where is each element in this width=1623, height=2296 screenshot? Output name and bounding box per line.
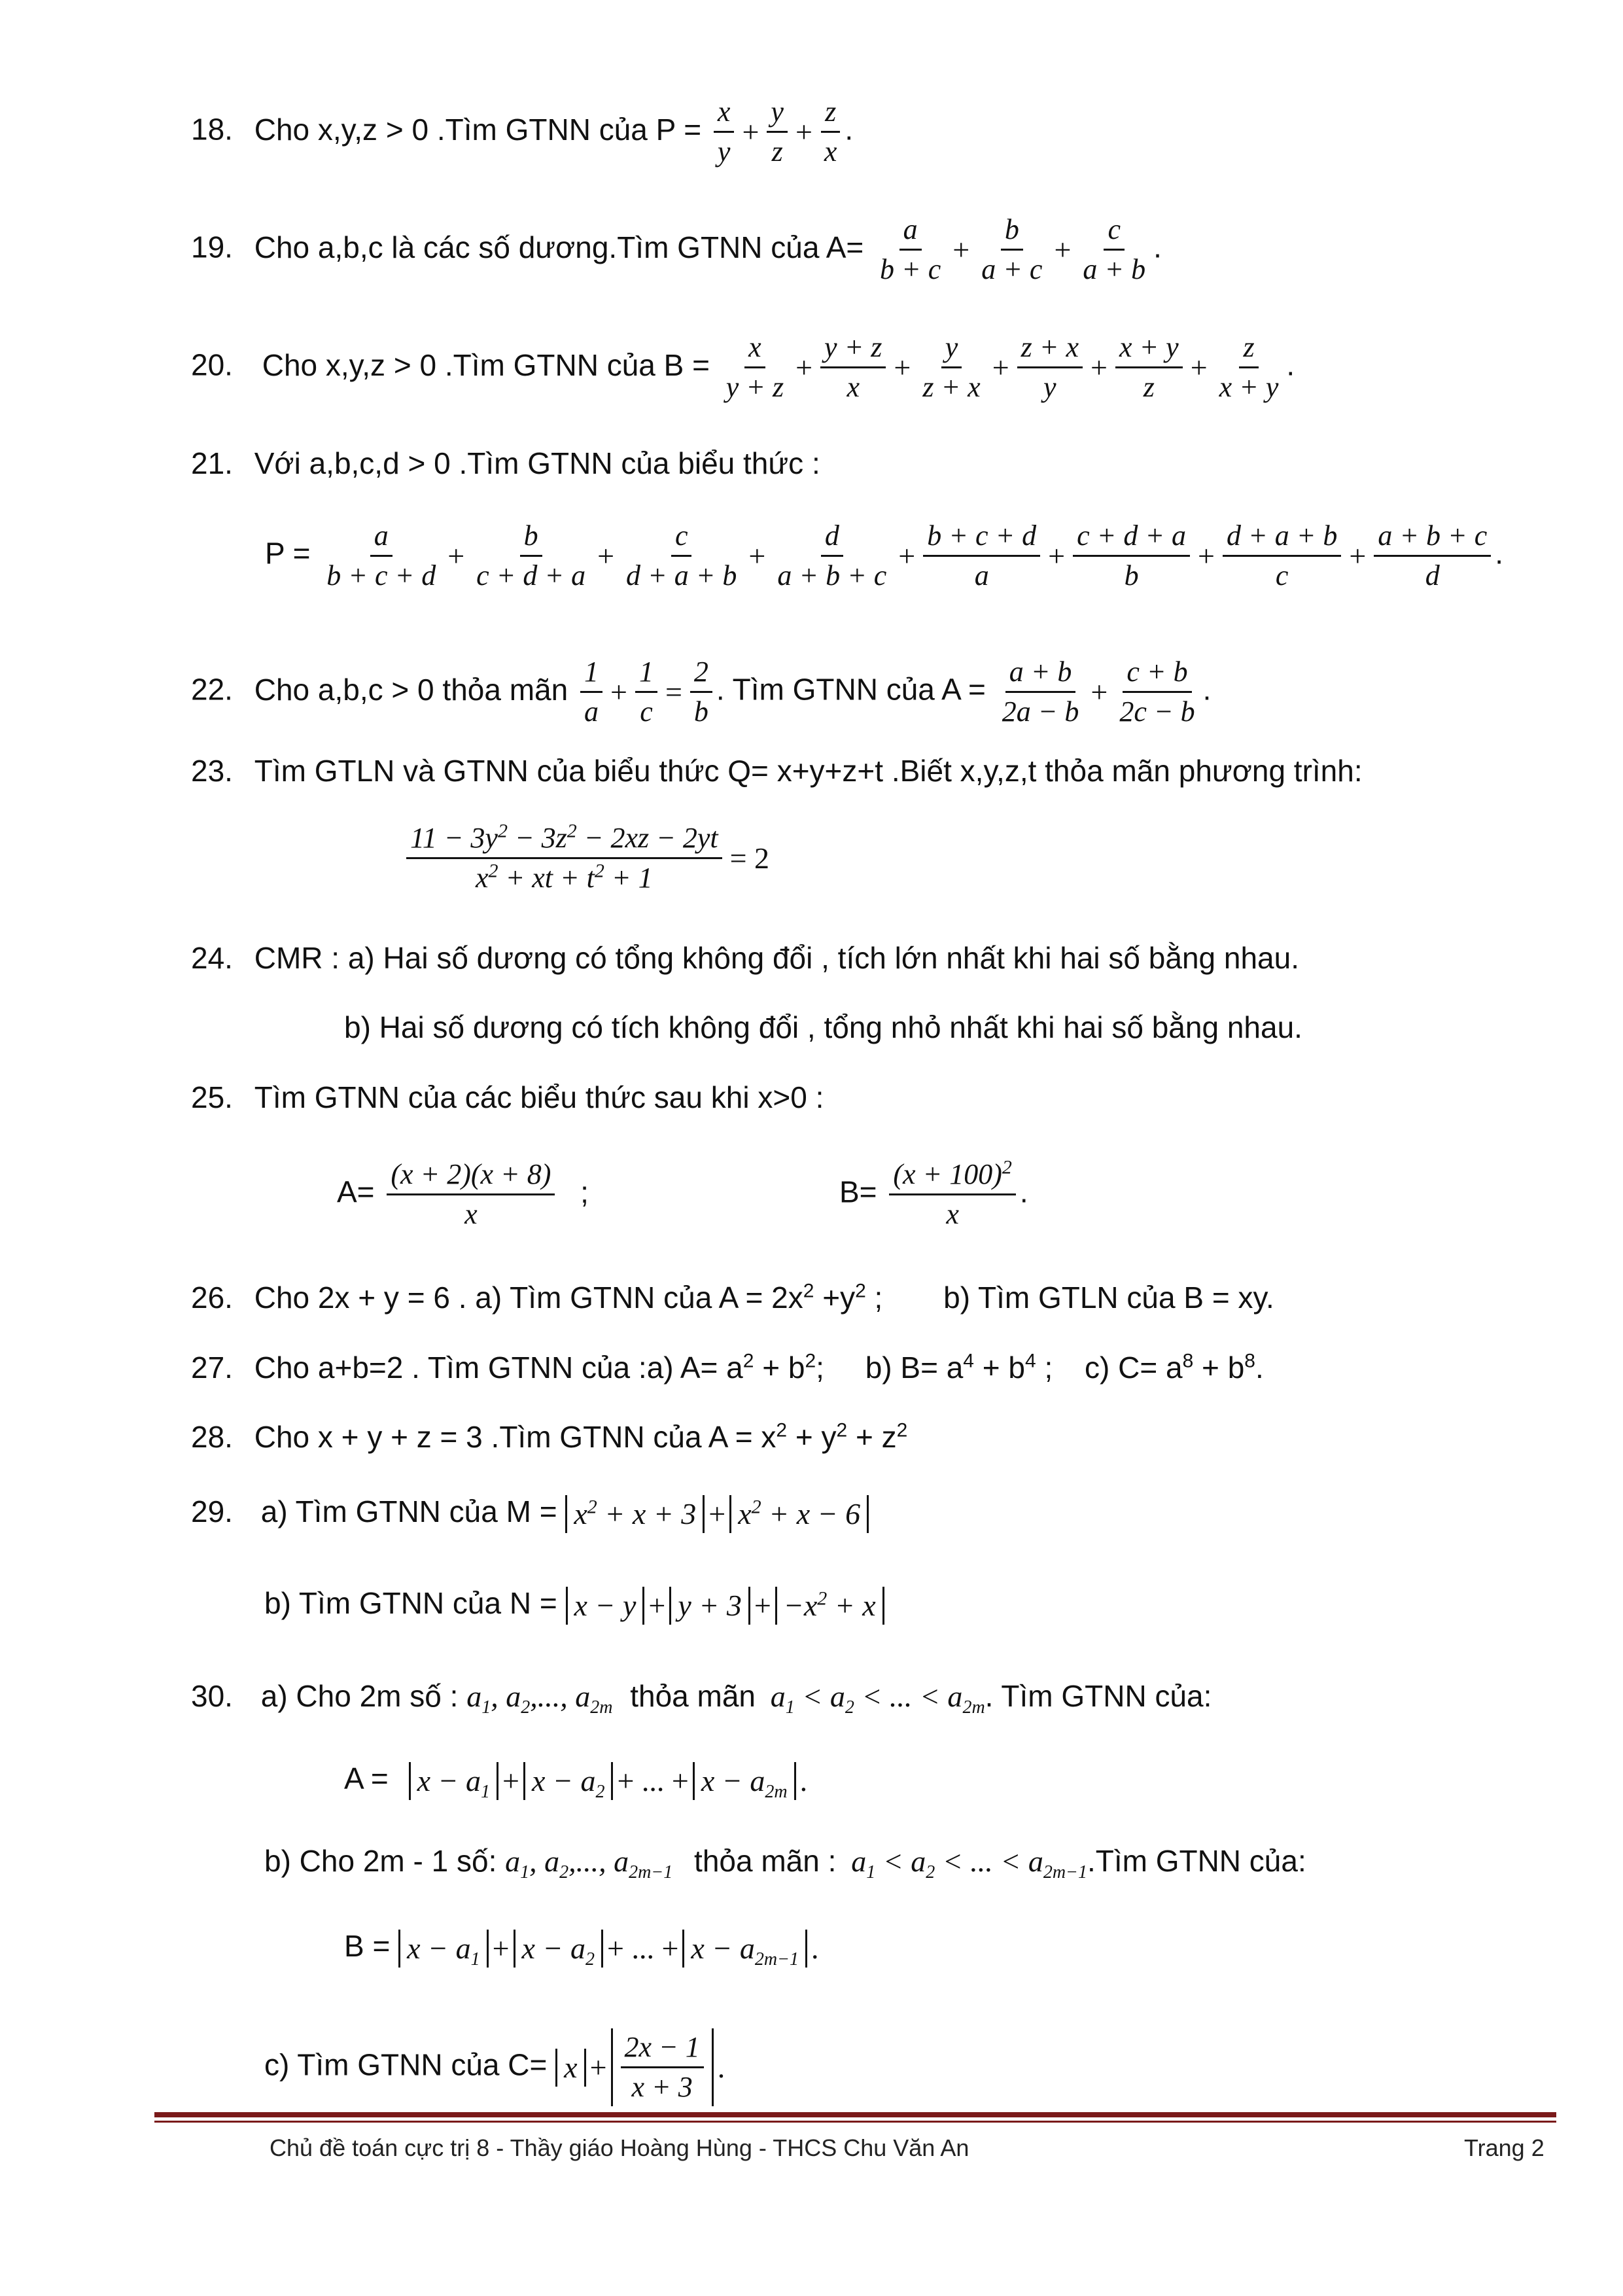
period: .	[1202, 672, 1212, 707]
fraction: $\frac{a + b}{2a - b}$	[994, 653, 1087, 731]
period: .	[1495, 536, 1504, 571]
problem-text: Tìm GTNN của các biểu thức sau khi x>0 :	[254, 1080, 824, 1114]
problem-text: + y	[787, 1420, 837, 1454]
problem-text: Cho x + y + z = 3 .Tìm GTNN của A = x	[254, 1420, 777, 1454]
exponent: 8	[1244, 1350, 1255, 1372]
page-number: Trang 2	[1464, 2134, 1544, 2161]
problem-number: 19.	[191, 230, 233, 264]
problem-text: Cho a,b,c > 0 thỏa mãn	[254, 672, 568, 707]
absolute-value: $x^2 + x - 6$	[729, 1495, 869, 1533]
problem-text: Cho x,y,z > 0 .Tìm GTNN của P =	[254, 112, 702, 147]
problem-text: + z	[847, 1420, 897, 1454]
fraction: $\frac{d}{a + b + c}$	[769, 517, 894, 595]
fraction: $\frac{x + y}{z}$	[1111, 328, 1187, 406]
problem-25	[191, 1078, 824, 1117]
fraction: $\frac{a}{b + c + d}$	[319, 517, 444, 595]
period: .	[1286, 347, 1295, 382]
fraction: $\frac{(x + 2)(x + 8)}{x}$	[383, 1156, 559, 1233]
problem-30c: c) Tìm GTNN của C= x + $\frac{2x - 1}{x + 3}$ .	[264, 2028, 729, 2106]
problem-text: Với a,b,c,d > 0 .Tìm GTNN của biểu thức :	[254, 446, 820, 480]
problem-23-equation: $\frac{11 - 3y^2 - 3z^2 - 2xz - 2yt}{x^2 + xt + t^2 + 1}$ = 2	[402, 819, 773, 897]
footer-rule	[154, 2121, 1556, 2123]
problem-28	[191, 1417, 907, 1457]
problem-29b: b) Tìm GTNN của $N = x - y + y + 3 + -x^2 + x$	[264, 1583, 884, 1625]
problem-text: a) Tìm GTNN của M =	[260, 1494, 557, 1528]
sequence: $a_1$, $a_2$,..., $a_{2m-1}$	[505, 1845, 673, 1883]
absolute-value: $x - a_2$	[514, 1930, 603, 1968]
exponent: 2	[805, 1350, 816, 1372]
period: .	[1153, 230, 1162, 264]
problem-text: +y	[814, 1280, 856, 1315]
problem-text: b) Hai số dương có tích không đổi , tổng nhỏ nhất khi hai số bằng nhau.	[344, 1010, 1302, 1044]
problem-text: .Tìm GTNN của:	[1087, 1844, 1306, 1878]
problem-number: 28.	[191, 1420, 233, 1454]
fraction: $\frac{(x + 100)^2}{x}$	[885, 1156, 1020, 1233]
fraction: $\frac{c + b}{2c - b}$	[1111, 653, 1202, 731]
fraction: $\frac{z}{x + y}$	[1212, 328, 1287, 406]
inequality: $a_1 < a_2$ < ... < $a_{2m-1}$	[851, 1845, 1087, 1883]
fraction: $\frac{1}{c}$	[631, 653, 661, 731]
problem-number: 26.	[191, 1280, 233, 1315]
problem-text: thỏa mãn :	[694, 1844, 837, 1878]
fraction: $\frac{z}{x}$	[816, 93, 845, 171]
problem-number: 30.	[191, 1679, 233, 1713]
fraction: $\frac{a + b + c}{d}$	[1370, 517, 1495, 595]
formula-lhs: B =	[344, 1929, 391, 1963]
problem-text: + b	[973, 1351, 1025, 1385]
absolute-value: y + 3	[669, 1587, 750, 1625]
problem-23	[191, 751, 1363, 790]
problem-number: 27.	[191, 1351, 233, 1385]
fraction: $\frac{b}{c + d + a}$	[468, 517, 593, 595]
problem-26	[191, 1278, 1274, 1317]
footer-rule	[154, 2112, 1556, 2117]
problem-21	[191, 444, 820, 483]
problem-30b	[264, 1841, 1306, 1881]
problem-21-formula: P = $\frac{a}{b + c + d}$ + $\frac{b}{c + d + a}$ + $\frac{c}{d + a + b}$ + $\frac{d}{a + b + c}$ + $\frac{b + c + d}{a}$ + $\frac{c + d + a}{b}$ + $\frac{d + a + b}{c}$ + $\frac{a + b + c}{d}$ .	[265, 517, 1503, 595]
problem-text: ;	[865, 1280, 883, 1315]
fraction: $\frac{1}{a}$	[576, 653, 606, 731]
problem-text: thỏa mãn	[630, 1679, 756, 1713]
separator: ;	[580, 1174, 589, 1209]
problem-text: Cho x,y,z > 0 .Tìm GTNN của B =	[262, 347, 710, 382]
fraction: $\frac{b}{a + c}$	[973, 211, 1050, 289]
problem-25-a	[337, 1156, 589, 1233]
exponent: 2	[855, 1280, 866, 1302]
problem-text: c) C= a	[1085, 1351, 1183, 1385]
problem-text: Cho a+b=2 . Tìm GTNN của :a) A= a	[254, 1351, 743, 1385]
problem-18: 18. Cho x,y,z > 0 .Tìm GTNN của P = $\frac{x}{y}$ + $\frac{y}{z}$ + $\frac{z}{x}$ .	[191, 93, 853, 171]
fraction: $\frac{c}{a + b}$	[1075, 211, 1153, 289]
fraction: $\frac{x}{y + z}$	[718, 328, 792, 406]
problem-text: b) Cho 2m - 1 số:	[264, 1844, 497, 1878]
problem-text: ;	[816, 1351, 824, 1385]
exponent: 2	[742, 1350, 754, 1372]
exponent: 2	[803, 1280, 814, 1302]
exponent: 2	[776, 1419, 788, 1441]
problem-text: .	[1255, 1351, 1264, 1385]
problem-text: Cho 2x + y = 6 . a) Tìm GTNN của A = 2x	[254, 1280, 803, 1315]
problem-number: 22.	[191, 672, 233, 707]
problem-text: . Tìm GTNN của:	[985, 1679, 1212, 1713]
problem-text: + b	[1193, 1351, 1245, 1385]
absolute-value: $-x^2 + x$	[775, 1587, 884, 1625]
problem-22: 22. Cho a,b,c > 0 thỏa mãn $\frac{1}{a}$ + $\frac{1}{c}$ = $\frac{2}{b}$ . Tìm GTNN của A = $\frac{a + b}{2a - b}$ + $\frac{c + b}{2c - b}$ .	[191, 653, 1211, 731]
absolute-value: $x - a_{2m}$	[693, 1762, 796, 1800]
footer-text: Chủ đề toán cực trị 8 - Thầy giáo Hoàng Hùng - THCS Chu Văn An	[270, 2134, 969, 2161]
problem-number: 29.	[191, 1494, 233, 1528]
exponent: 2	[836, 1419, 848, 1441]
sequence: $a_1$, $a_2$,..., $a_{2m}$	[466, 1680, 613, 1718]
absolute-value: $\frac{2x - 1}{x + 3}$	[611, 2028, 714, 2106]
fraction: $\frac{a}{b + c}$	[872, 211, 949, 289]
exponent: 4	[1025, 1350, 1036, 1372]
problem-text-mid: . Tìm GTNN của A =	[716, 672, 986, 707]
formula-lhs: P =	[265, 536, 311, 571]
problem-text: ;	[1036, 1351, 1053, 1385]
absolute-value: $x - a_{2m-1}$	[682, 1930, 807, 1968]
problem-text: b) B= a	[865, 1351, 964, 1385]
problem-25-b	[839, 1156, 1028, 1233]
fraction: $\frac{b + c + d}{a}$	[919, 517, 1044, 595]
fraction: $\frac{y}{z + x}$	[915, 328, 988, 406]
fraction: $\frac{d + a + b}{c}$	[1219, 517, 1345, 595]
problem-24a	[191, 938, 1299, 978]
problem-text: b) Tìm GTLN của B = xy.	[943, 1280, 1274, 1315]
fraction: $\frac{x}{y}$	[710, 93, 739, 171]
problem-number: 24.	[191, 941, 233, 975]
absolute-value: $x - a_1$	[398, 1930, 488, 1968]
problem-number: 21.	[191, 446, 233, 480]
absolute-value: $x - a_2$	[523, 1762, 613, 1800]
formula-lhs: A=	[337, 1174, 375, 1209]
problem-number: 20.	[191, 347, 233, 382]
problem-27	[191, 1348, 1264, 1387]
problem-number: 18.	[191, 112, 233, 147]
fraction: $\frac{2}{b}$	[686, 653, 716, 731]
fraction: $\frac{y + z}{x}$	[816, 328, 890, 406]
problem-text: Cho a,b,c là các số dương.Tìm GTNN của A=	[254, 230, 864, 264]
inequality: $a_1 < a_2$ < ... < $a_{2m}$	[770, 1680, 985, 1718]
fraction: $\frac{y}{z}$	[763, 93, 792, 171]
problem-text: a) Cho 2m số :	[260, 1679, 459, 1713]
problem-19: 19. Cho a,b,c là các số dương.Tìm GTNN của A= $\frac{a}{b + c}$ + $\frac{b}{a + c}$ + $\frac{c}{a + b}$ .	[191, 211, 1162, 289]
problem-30a	[191, 1676, 1212, 1716]
fraction: $\frac{z + x}{y}$	[1013, 328, 1087, 406]
problem-30b-formula: $B = x - a_1 + x - a_2$ + ... + $x - a_{2m-1}$ .	[344, 1929, 819, 1970]
formula-lhs: A =	[344, 1761, 389, 1795]
problem-24b	[344, 1008, 1302, 1047]
period: .	[1019, 1174, 1028, 1209]
fraction: $\frac{c + d + a}{b}$	[1069, 517, 1194, 595]
absolute-value: x − y	[566, 1587, 645, 1625]
problem-text: CMR : a) Hai số dương có tổng không đổi , tích lớn nhất khi hai số bằng nhau.	[254, 941, 1299, 975]
problem-text: Tìm GTLN và GTNN của biểu thức Q= x+y+z+t .Biết x,y,z,t thỏa mãn phương trình:	[254, 754, 1363, 788]
problem-text: + b	[754, 1351, 805, 1385]
fraction: $\frac{c}{d + a + b}$	[618, 517, 744, 595]
fraction: $\frac{11 - 3y^2 - 3z^2 - 2xz - 2yt}{x^2 + xt + t^2 + 1}$	[402, 819, 726, 897]
absolute-value: $x - a_1$	[409, 1762, 498, 1800]
exponent: 4	[963, 1350, 974, 1372]
absolute-value: $x^2 + x + 3$	[565, 1495, 705, 1533]
exponent: 8	[1182, 1350, 1194, 1372]
problem-number: 25.	[191, 1080, 233, 1114]
absolute-value: x	[555, 2049, 585, 2087]
formula-lhs: B=	[839, 1174, 877, 1209]
exponent: 2	[896, 1419, 908, 1441]
problem-30a-formula: $A = x - a_1 + x - a_2$ + ... + $x - a_{2m}$ .	[344, 1761, 808, 1803]
period: .	[845, 112, 854, 147]
problem-text: b) Tìm GTNN của N =	[264, 1586, 557, 1620]
problem-text: c) Tìm GTNN của C=	[264, 2047, 548, 2082]
problem-29a: 29. a) Tìm GTNN của $M = x^2 + x + 3 + x^2 + x - 6$	[191, 1492, 869, 1534]
problem-number: 23.	[191, 754, 233, 788]
problem-20: 20. Cho x,y,z > 0 .Tìm GTNN của B = $\frac{x}{y + z}$ + $\frac{y + z}{x}$ + $\frac{y}{z + x}$ + $\frac{z + x}{y}$ + $\frac{x + y}{z}$ + $\frac{z}{x + y}$ .	[191, 328, 1295, 406]
